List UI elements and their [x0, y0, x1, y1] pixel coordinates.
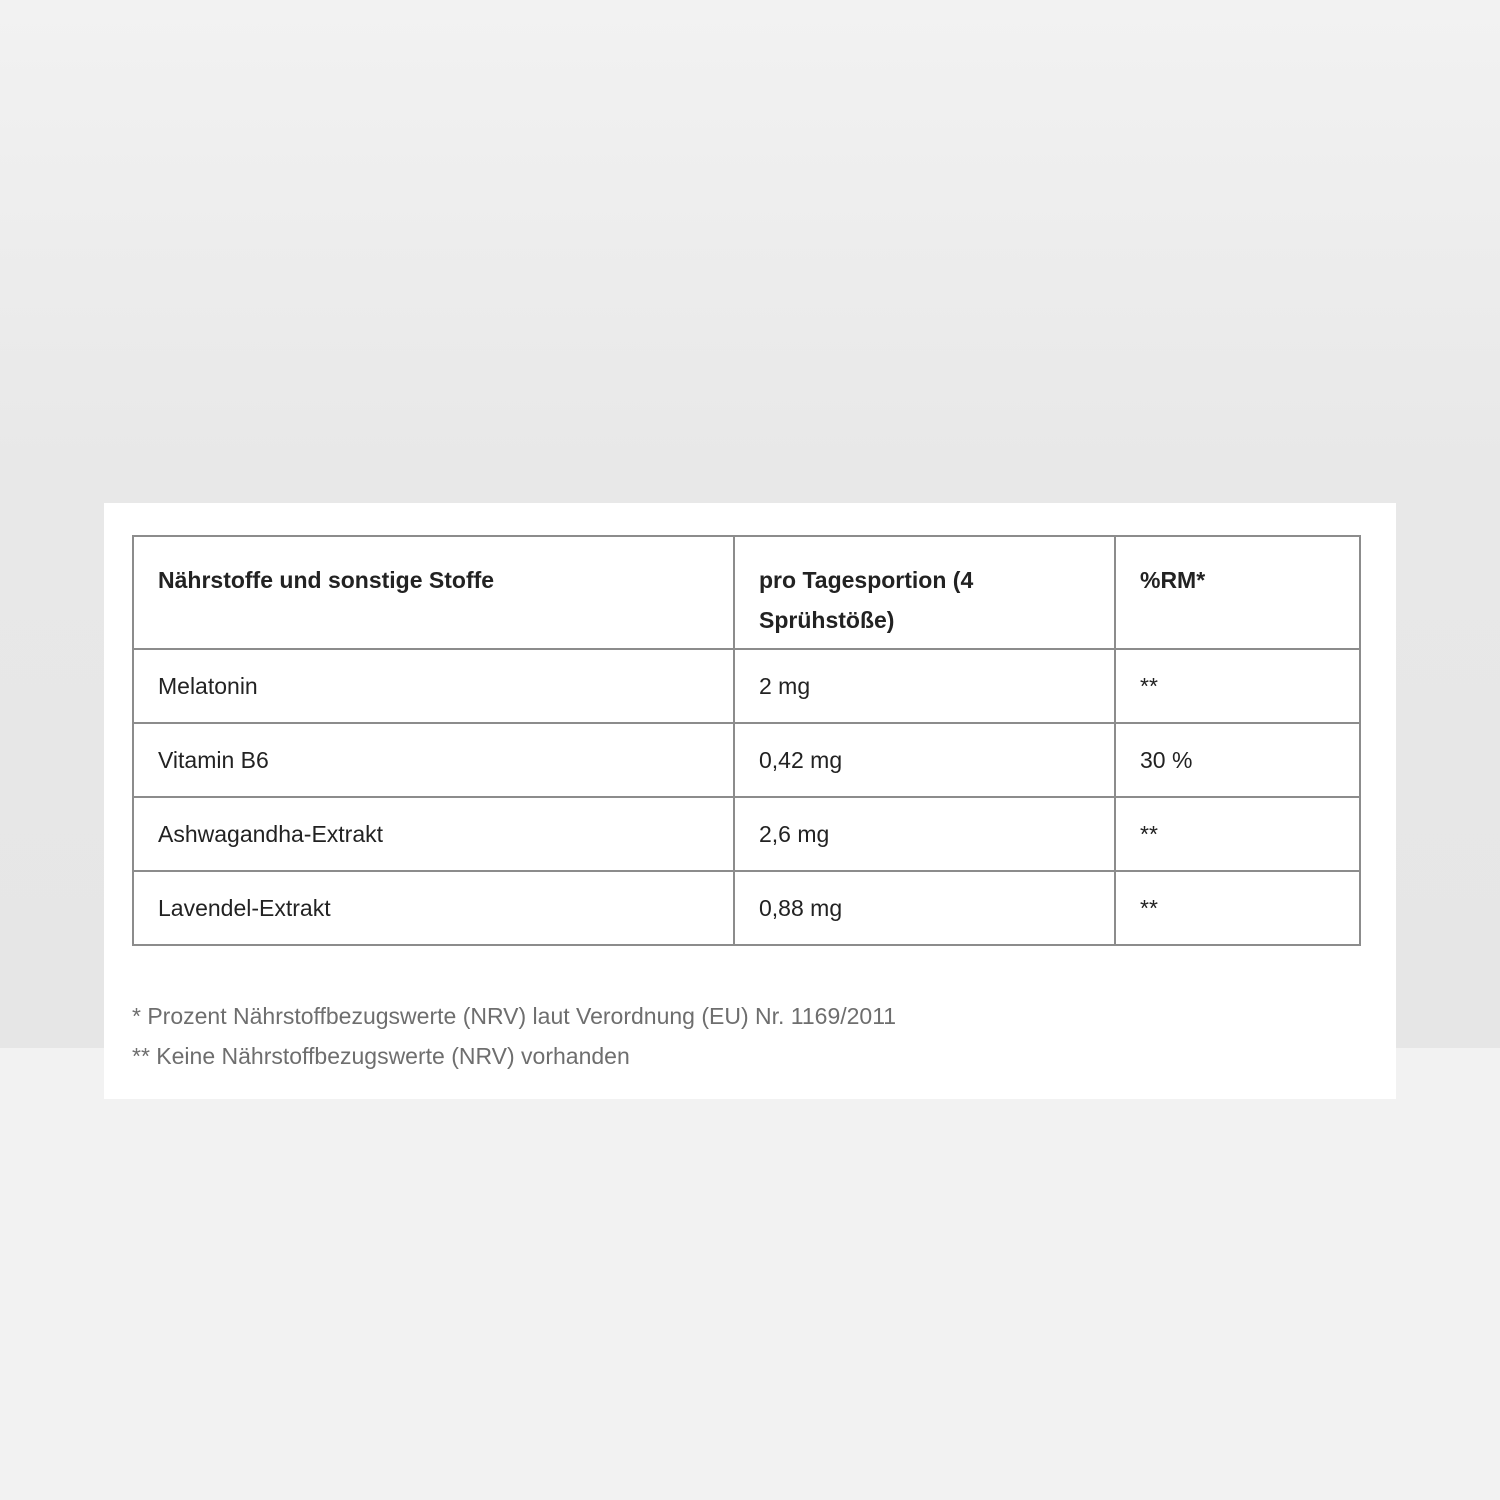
header-reference-intake: %RM*: [1115, 536, 1360, 649]
table-row: [133, 871, 1360, 945]
nutrition-table: [132, 535, 1361, 946]
table-header-row: [133, 536, 1360, 649]
nutrient-amount: 0,88 mg: [734, 871, 1115, 945]
nutrient-name: Lavendel-Extrakt: [133, 871, 734, 945]
nutrient-name: Ashwagandha-Extrakt: [133, 797, 734, 871]
table-row: [133, 649, 1360, 723]
nutrient-percent: 30 %: [1115, 723, 1360, 797]
footnote-no-nrv: ** Keine Nährstoffbezugswerte (NRV) vorhanden: [132, 1043, 630, 1069]
nutrient-name: Vitamin B6: [133, 723, 734, 797]
header-nutrients: Nährstoffe und sonstige Stoffe: [133, 536, 734, 649]
nutrient-amount: 0,42 mg: [734, 723, 1115, 797]
table-row: [133, 797, 1360, 871]
footnotes: [132, 996, 896, 1076]
nutrient-amount: 2,6 mg: [734, 797, 1115, 871]
header-per-daily-portion: pro Tagesportion (4 Sprühstöße): [734, 536, 1115, 649]
footnote-nrv-reference: * Prozent Nährstoffbezugswerte (NRV) laut Verordnung (EU) Nr. 1169/2011: [132, 1003, 897, 1029]
nutrient-percent: **: [1115, 649, 1360, 723]
table-row: [133, 723, 1360, 797]
nutrient-name: Melatonin: [133, 649, 734, 723]
nutrient-percent: **: [1115, 797, 1360, 871]
nutrient-percent: **: [1115, 871, 1360, 945]
nutrition-card: [104, 503, 1396, 1099]
nutrient-amount: 2 mg: [734, 649, 1115, 723]
